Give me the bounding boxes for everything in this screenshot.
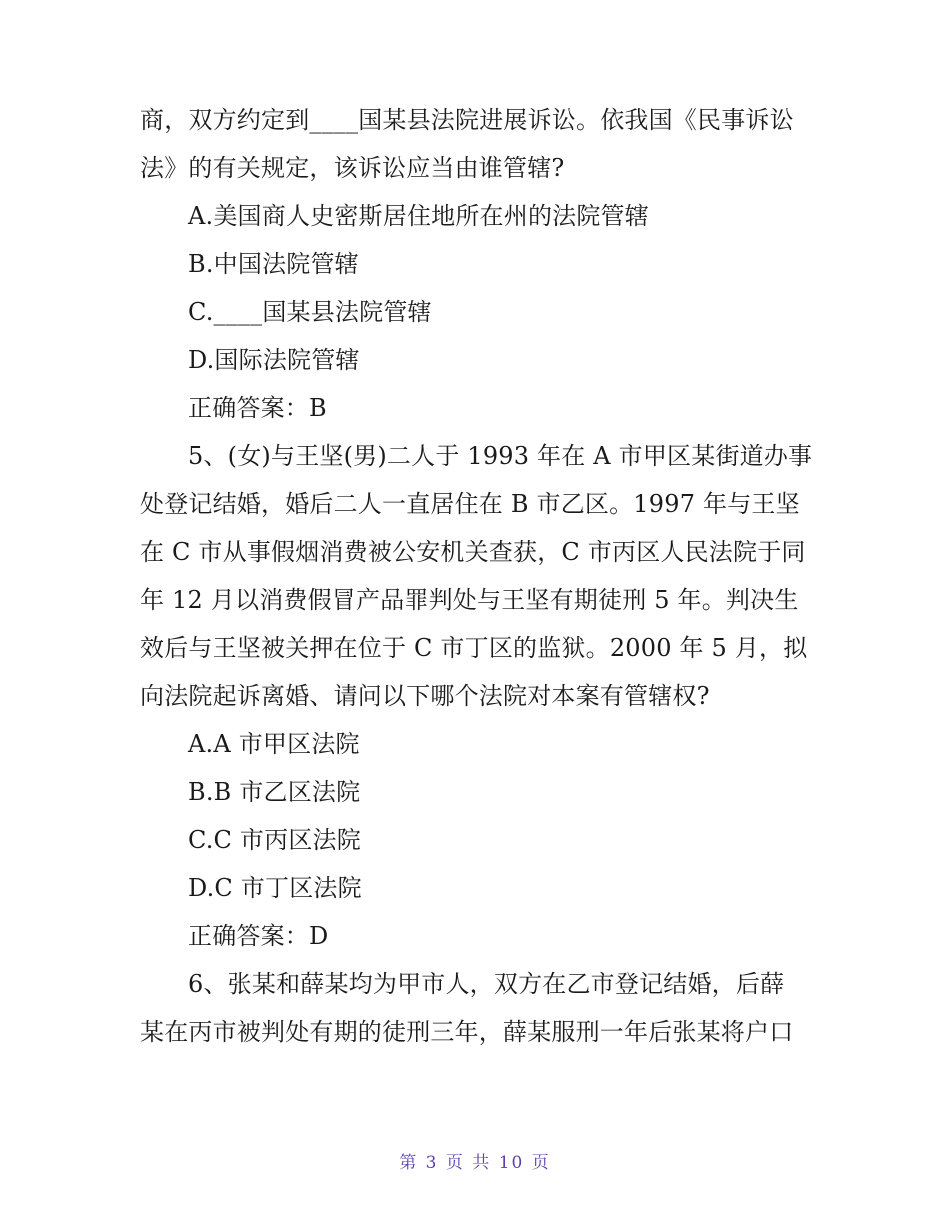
page-number-footer: 第 3 页 共 10 页 (399, 1153, 551, 1173)
answer-option-a: A.A 市甲区法院 (188, 730, 360, 758)
text-line: 处登记结婚，婚后二人一直居住在 B 市乙区。1997 年与王坚 (140, 490, 800, 518)
text-line: 效后与王坚被关押在位于 C 市丁区的监狱。2000 年 5 月，拟 (140, 634, 808, 662)
document-body (140, 96, 820, 1056)
correct-answer: 正确答案：D (188, 922, 329, 950)
correct-answer: 正确答案：B (188, 394, 327, 422)
answer-option-d: D.国际法院管辖 (188, 346, 360, 374)
answer-option-c: C.____国某县法院管辖 (188, 298, 432, 326)
question-5-start: 5、(女)与王坚(男)二人于 1993 年在 A 市甲区某街道办事 (188, 442, 813, 470)
text-line: 法》的有关规定，该诉讼应当由谁管辖? (140, 154, 565, 182)
text-line: 商，双方约定到____国某县法院进展诉讼。依我国《民事诉讼 (140, 106, 794, 134)
answer-option-c: C.C 市丙区法院 (188, 826, 361, 854)
text-line: 某在丙市被判处有期的徒刑三年，薛某服刑一年后张某将户口 (140, 1018, 794, 1046)
text-line: 向法院起诉离婚、请问以下哪个法院对本案有管辖权? (140, 682, 710, 710)
answer-option-b: B.B 市乙区法院 (188, 778, 361, 806)
answer-option-a: A.美国商人史密斯居住地所在州的法院管辖 (188, 202, 649, 230)
answer-option-b: B.中国法院管辖 (188, 250, 359, 278)
text-line: 在 C 市从事假烟消费被公安机关查获，C 市丙区人民法院于同 (140, 538, 806, 566)
question-6-start: 6、张某和薛某均为甲市人，双方在乙市登记结婚，后薛 (188, 970, 785, 998)
answer-option-d: D.C 市丁区法院 (188, 874, 362, 902)
text-line: 年 12 月以消费假冒产品罪判处与王坚有期徒刑 5 年。判决生 (140, 586, 799, 614)
